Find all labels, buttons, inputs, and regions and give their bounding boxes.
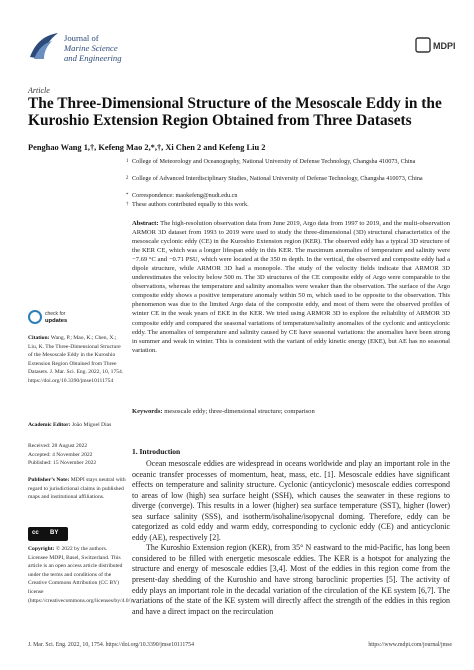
affiliation-text: College of Meteorology and Oceanography, National University of Defense Technology, Changsha 410073, China [132, 158, 416, 165]
academic-editor [28, 421, 126, 430]
by-label: BY [50, 530, 59, 536]
cc-by-license-icon[interactable] [28, 527, 68, 541]
accepted-date: Accepted: 4 November 2022 [28, 451, 93, 458]
keywords-label: Keywords: [132, 408, 163, 415]
abstract-text: The high-resolution observation data from June 2019, Argo data from 1997 to 2019, and the multi-observation ARMOR 3D dataset from 1993 to 2019 were used to study the three-dimensional (3D) structural characteristics of the mesoscale cyclonic eddy (CE) in the Kuroshio Extension region (KER). The observed eddy has a typical 3D structure of the KER CE, which was a longer lifespan eddy in this KER. The maximum anomalies of temperature and salinity were −7.69 °C and −0.71 PSU, which were located at the 350 m depth. In the vertical, the observed and composite eddy had a dipole structure, while ARMOR 3D had a monopole. The study of the velocity fields indicate that ARMOR 3D underestimates the velocity below 500 m. The 3D structures of the CE composite eddy of Argo were comparable to the observations, whereas the temperature and salinity anomalies were weaker than the observation. The surface of the Argo composite eddy shows a positive temperature anomaly within 50 m, which used to be opposite to the observation. This phenomenon was due to the limited Argo data of the composite eddy, and most of them were the observed profiles of winter CE in the weak years of EKE in the KER. We tried using ARMOR 3D to explore the reliability of ARMOR 3D composite eddy and compared the seasonal variations of temperature/salinity anomalies of the cyclonic and anticyclonic eddy. The anomalies of temperature and salinity caused by CE have seasonal variations: the anomalies have been strong in summer and weak in winter. This is consistent with the variant of eddy kinetic energy (EKE), but AE has no seasonal variation. [132, 220, 450, 354]
editor-label: Academic Editor: [28, 422, 71, 428]
publisher-note-text: MDPI stays neutral with regard to jurisdictional claims in published maps and institutional affiliations. [28, 477, 126, 501]
keywords-text: mesoscale eddy; three-dimensional structure; comparison [164, 408, 315, 415]
copyright-text: © 2022 by the authors. Licensee MDPI, Basel, Switzerland. This article is an open access article distributed under the terms and conditions of the Creative Commons Attribution (CC BY) license (https://creativecommons.org/licenses/by/4.0/). [28, 546, 134, 604]
affiliation-mark: 2 [126, 176, 129, 181]
citation-label: Citation: [28, 335, 50, 341]
abstract [132, 219, 450, 355]
check-for-updates-button[interactable] [28, 308, 70, 330]
check-updates-bottom: updates [45, 318, 68, 324]
copyright-label: Copyright: [28, 546, 55, 552]
publisher-note [28, 476, 126, 502]
paragraph: The Kuroshio Extension region (KER), from 35° N eastward to the mid-Pacific, has long been considered to be filled with energetic mesoscale eddies. The KER is a hotspot for analyzing the structure and energy of mesoscale eddies [3,4]. Most of the eddies in this region come from the present-day shedding of the Kuroshio and have strong baroclinic properties [5]. The activity of eddy plays an important role in the decadal variation of the circulation of the KE system [6,7]. The variations of the state of the KE system will directly affect the strength of the eddies in this region and have a direct impact on the recirculation [132, 543, 450, 616]
affiliation-text: College of Advanced Interdisciplinary Studies, National University of Defense Technology, Changsha 410073, China [132, 175, 423, 182]
article-type: Article [28, 86, 50, 95]
affiliation-text[interactable]: Correspondence: maokefeng@nudt.edu.cn [132, 192, 238, 199]
publication-dates [28, 442, 126, 468]
keywords [132, 408, 450, 415]
journal-name-line1: Journal of [64, 33, 99, 43]
journal-logo-icon [28, 31, 60, 61]
affiliation-mark: † [126, 202, 129, 207]
footer-citation[interactable]: J. Mar. Sci. Eng. 2022, 10, 1754. https://doi.org/10.3390/jmse10111754 [28, 642, 194, 648]
paragraph: Ocean mesoscale eddies are widespread in oceans worldwide and play an important role in the oceanic transfer processes of momentum, heat, mass, etc. [1]. Mesoscale eddies have significant effects on temperature and salinity structure. Cyclonic (anticyclonic) mesoscale eddies correspond to areas of low (high) sea surface height (SSH), which causes the seawater in these regions to diverge (converge). This results in a lower (higher) sea surface temperature (SST), higher (lower) sea surface salinity (SSS), and isotherm/isohaline/isopycnal doming. Therefore, eddy can be categorized as cold eddy and warm eddy, corresponding to cyclonic eddy (CE) and anticyclonic eddy (AE), respectively [2]. [132, 459, 450, 542]
check-updates-icon [28, 310, 42, 324]
journal-name [64, 33, 122, 63]
author-list: Penghao Wang 1,†, Kefeng Mao 2,*,†, Xi Chen 2 and Kefeng Liu 2 [28, 143, 266, 152]
affiliation-1 [126, 158, 452, 166]
check-updates-top: check for [45, 311, 66, 317]
journal-name-line2: Marine Science [64, 43, 118, 53]
footer-journal-url[interactable]: https://www.mdpi.com/journal/jmse [368, 642, 452, 648]
citation-text: Wang, P.; Mao, K.; Chen, X.; Liu, K. The Three-Dimensional Structure of the Mesoscale Eddy in the Kuroshio Extension Region Obtained from Three Datasets. J. Mar. Sci. Eng. 2022, 10, 1754. https://doi.org/10.3390/jmse10111754 [28, 335, 124, 384]
journal-name-line3: and Engineering [64, 53, 122, 63]
affiliation-text: These authors contributed equally to this work. [132, 201, 249, 208]
publisher-note-label: Publisher’s Note: [28, 477, 70, 483]
abstract-label: Abstract: [132, 220, 159, 227]
published-date: Published: 15 November 2022 [28, 460, 97, 467]
mdpi-logo-icon [416, 36, 456, 54]
correspondence [126, 192, 452, 200]
equal-contribution-note [126, 201, 452, 209]
citation-block [28, 334, 126, 386]
publisher-name: MDPI [433, 41, 456, 51]
affiliation-mark: * [126, 193, 129, 198]
cc-label: cc [32, 530, 39, 536]
editor-name: João Miguel Dias [71, 422, 112, 428]
received-date: Received: 28 August 2022 [28, 443, 88, 449]
section-heading-introduction: 1. Introduction [132, 447, 181, 456]
affiliation-mark: 1 [126, 159, 129, 164]
introduction-body [132, 459, 450, 617]
article-title: The Three-Dimensional Structure of the Mesoscale Eddy in the Kuroshio Extension Region Obtained from Three Datasets [28, 95, 442, 129]
copyright-block [28, 545, 134, 605]
affiliation-2 [126, 175, 452, 183]
